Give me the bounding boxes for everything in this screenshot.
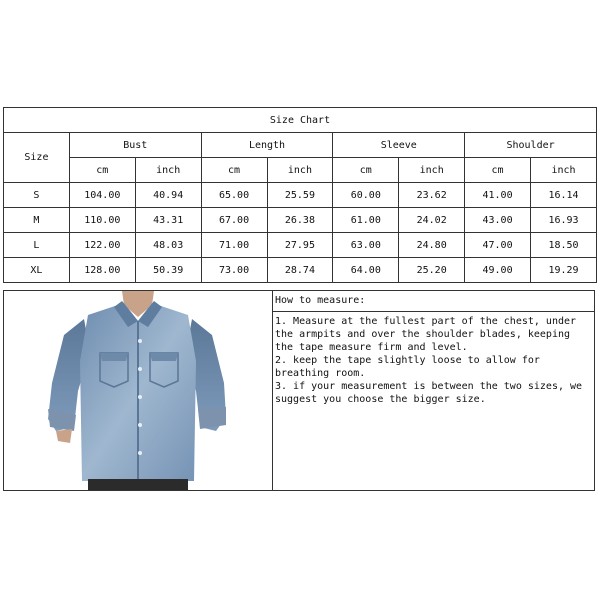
table-cell: 28.74 bbox=[267, 258, 333, 283]
unit-header: cm bbox=[333, 158, 399, 183]
group-header-shoulder: Shoulder bbox=[465, 133, 597, 158]
table-cell: 65.00 bbox=[201, 183, 267, 208]
table-cell: 27.95 bbox=[267, 233, 333, 258]
table-cell: 61.00 bbox=[333, 208, 399, 233]
table-cell: 104.00 bbox=[69, 183, 135, 208]
unit-header: cm bbox=[201, 158, 267, 183]
size-label: S bbox=[4, 183, 70, 208]
denim-shirt-illustration bbox=[4, 291, 272, 490]
unit-header: inch bbox=[267, 158, 333, 183]
size-label: M bbox=[4, 208, 70, 233]
table-cell: 110.00 bbox=[69, 208, 135, 233]
table-cell: 18.50 bbox=[531, 233, 597, 258]
table-cell: 40.94 bbox=[135, 183, 201, 208]
group-header-length: Length bbox=[201, 133, 333, 158]
product-photo bbox=[4, 291, 273, 490]
table-cell: 24.02 bbox=[399, 208, 465, 233]
table-cell: 47.00 bbox=[465, 233, 531, 258]
table-cell: 16.14 bbox=[531, 183, 597, 208]
table-cell: 16.93 bbox=[531, 208, 597, 233]
measure-instructions bbox=[273, 291, 594, 490]
table-cell: 49.00 bbox=[465, 258, 531, 283]
group-header-sleeve: Sleeve bbox=[333, 133, 465, 158]
unit-header: cm bbox=[69, 158, 135, 183]
size-chart-table bbox=[3, 107, 597, 283]
table-cell: 73.00 bbox=[201, 258, 267, 283]
table-cell: 50.39 bbox=[135, 258, 201, 283]
measure-section bbox=[3, 290, 595, 491]
table-cell: 43.00 bbox=[465, 208, 531, 233]
size-column-header: Size bbox=[4, 133, 70, 183]
table-cell: 25.59 bbox=[267, 183, 333, 208]
table-cell: 128.00 bbox=[69, 258, 135, 283]
table-cell: 64.00 bbox=[333, 258, 399, 283]
measure-title: How to measure: bbox=[273, 291, 594, 312]
unit-header: inch bbox=[135, 158, 201, 183]
table-cell: 43.31 bbox=[135, 208, 201, 233]
unit-header: cm bbox=[465, 158, 531, 183]
group-header-bust: Bust bbox=[69, 133, 201, 158]
size-label: L bbox=[4, 233, 70, 258]
table-row bbox=[4, 183, 597, 208]
table-cell: 25.20 bbox=[399, 258, 465, 283]
table-cell: 48.03 bbox=[135, 233, 201, 258]
measure-body bbox=[273, 312, 594, 409]
table-cell: 71.00 bbox=[201, 233, 267, 258]
measure-step: 1. Measure at the fullest part of the chest, under the armpits and over the shoulder blades, keeping the tape measure firm and level. bbox=[275, 316, 577, 353]
table-cell: 23.62 bbox=[399, 183, 465, 208]
unit-header: inch bbox=[399, 158, 465, 183]
table-cell: 63.00 bbox=[333, 233, 399, 258]
table-cell: 26.38 bbox=[267, 208, 333, 233]
table-row bbox=[4, 208, 597, 233]
table-row bbox=[4, 258, 597, 283]
size-chart-title: Size Chart bbox=[4, 108, 597, 133]
table-cell: 67.00 bbox=[201, 208, 267, 233]
table-cell: 60.00 bbox=[333, 183, 399, 208]
table-cell: 24.80 bbox=[399, 233, 465, 258]
table-row bbox=[4, 233, 597, 258]
table-cell: 19.29 bbox=[531, 258, 597, 283]
measure-step: 3. if your measurement is between the two sizes, we suggest you choose the bigger size. bbox=[275, 381, 583, 405]
measure-step: 2. keep the tape slightly loose to allow for breathing room. bbox=[275, 355, 540, 379]
table-cell: 41.00 bbox=[465, 183, 531, 208]
table-cell: 122.00 bbox=[69, 233, 135, 258]
unit-header: inch bbox=[531, 158, 597, 183]
size-label: XL bbox=[4, 258, 70, 283]
